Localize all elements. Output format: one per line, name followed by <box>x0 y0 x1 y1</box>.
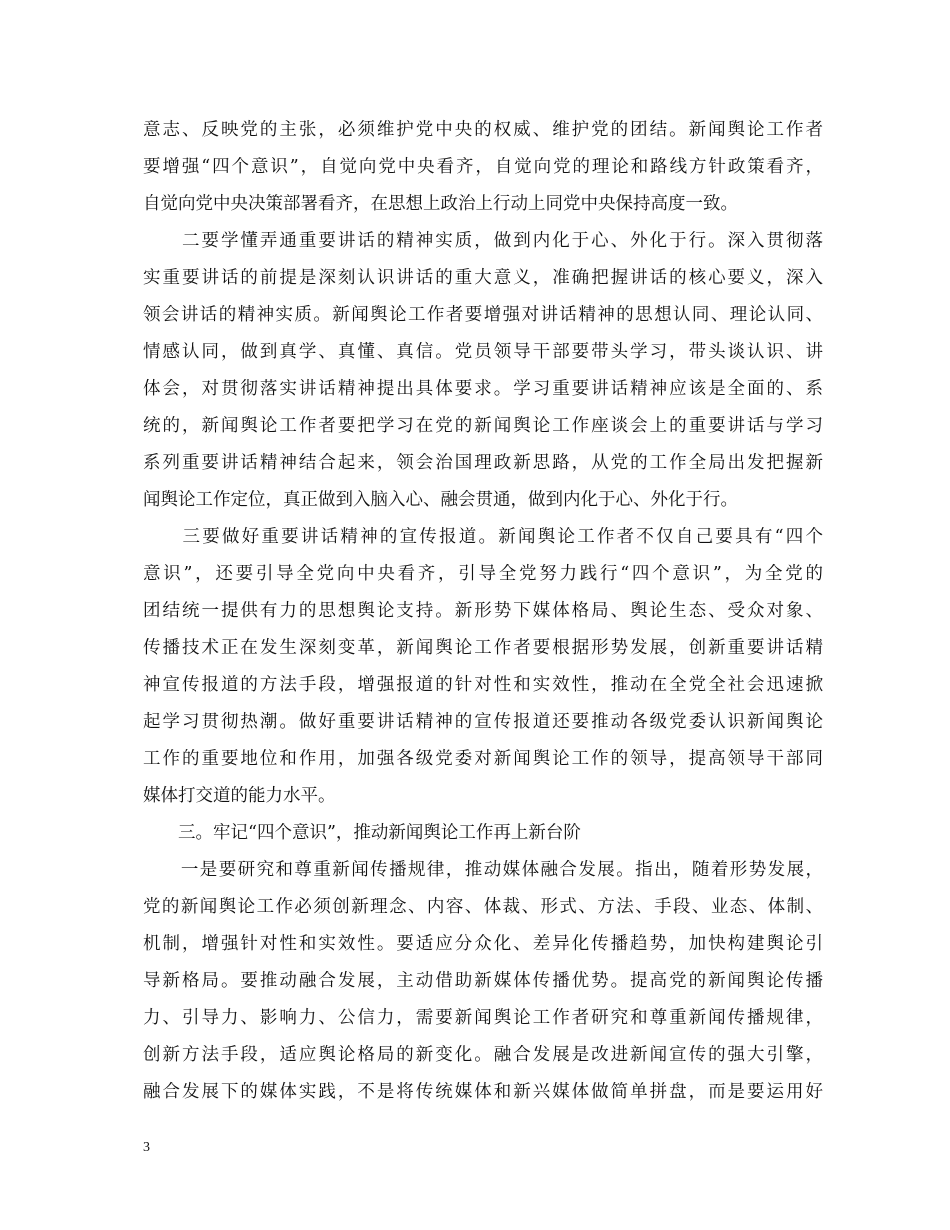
text-line: 工作的重要地位和作用，加强各级党委对新闻舆论工作的领导，提高领导干部同 <box>143 749 823 769</box>
text-line: 领会讲话的精神实质。新闻舆论工作者要增强对讲话精神的思想认同、理论认同、 <box>143 305 823 325</box>
text-line: 导新格局。要推动融合发展，主动借助新媒体传播优势。提高党的新闻舆论传播 <box>143 971 823 991</box>
text-line: 意识”，还要引导全党向中央看齐，引导全党努力践行“四个意识”，为全党的 <box>143 564 823 584</box>
text-line: 力、引导力、影响力、公信力，需要新闻舆论工作者研究和尊重新闻传播规律， <box>143 1008 823 1028</box>
text-line: 机制，增强针对性和实效性。要适应分众化、差异化传播趋势，加快构建舆论引 <box>143 934 823 954</box>
text-line: 一是要研究和尊重新闻传播规律，推动媒体融合发展。指出，随着形势发展， <box>143 860 823 880</box>
section-heading: 三。牢记“四个意识”，推动新闻舆论工作再上新台阶 <box>143 823 581 843</box>
text-line: 闻舆论工作定位，真正做到入脑入心、融会贯通，做到内化于心、外化于行。 <box>143 490 738 510</box>
text-line: 情感认同，做到真学、真懂、真信。党员领导干部要带头学习，带头谈认识、讲 <box>143 342 823 362</box>
page-number: 3 <box>143 1140 150 1155</box>
text-line: 传播技术正在发生深刻变革，新闻舆论工作者要根据形势发展，创新重要讲话精 <box>143 638 823 658</box>
text-line: 三要做好重要讲话精神的宣传报道。新闻舆论工作者不仅自己要具有“四个 <box>143 527 823 547</box>
text-line: 系列重要讲话精神结合起来，领会治国理政新思路，从党的工作全局出发把握新 <box>143 453 823 473</box>
text-line: 融合发展下的媒体实践，不是将传统媒体和新兴媒体做简单拼盘，而是要运用好 <box>143 1082 823 1102</box>
text-line: 媒体打交道的能力水平。 <box>143 786 336 806</box>
text-line: 统的，新闻舆论工作者要把学习在党的新闻舆论工作座谈会上的重要讲话与学习 <box>143 416 823 436</box>
text-line: 团结统一提供有力的思想舆论支持。新形势下媒体格局、舆论生态、受众对象、 <box>143 601 823 621</box>
text-line: 创新方法手段，适应舆论格局的新变化。融合发展是改进新闻宣传的强大引擎， <box>143 1045 823 1065</box>
text-line: 体会，对贯彻落实讲话精神提出具体要求。学习重要讲话精神应该是全面的、系 <box>143 379 823 399</box>
text-line: 要增强“四个意识”，自觉向党中央看齐，自觉向党的理论和路线方针政策看齐， <box>143 157 823 177</box>
text-line: 二要学懂弄通重要讲话的精神实质，做到内化于心、外化于行。深入贯彻落 <box>143 231 823 251</box>
text-line: 起学习贯彻热潮。做好重要讲话精神的宣传报道还要推动各级党委认识新闻舆论 <box>143 712 823 732</box>
text-line: 神宣传报道的方法手段，增强报道的针对性和实效性，推动在全党全社会迅速掀 <box>143 675 823 695</box>
text-line: 自觉向党中央决策部署看齐，在思想上政治上行动上同党中央保持高度一致。 <box>143 194 738 214</box>
text-line: 实重要讲话的前提是深刻认识讲话的重大意义，准确把握讲话的核心要义，深入 <box>143 268 823 288</box>
text-line: 党的新闻舆论工作必须创新理念、内容、体裁、形式、方法、手段、业态、体制、 <box>143 897 823 917</box>
text-line: 意志、反映党的主张，必须维护党中央的权威、维护党的团结。新闻舆论工作者 <box>143 120 823 140</box>
